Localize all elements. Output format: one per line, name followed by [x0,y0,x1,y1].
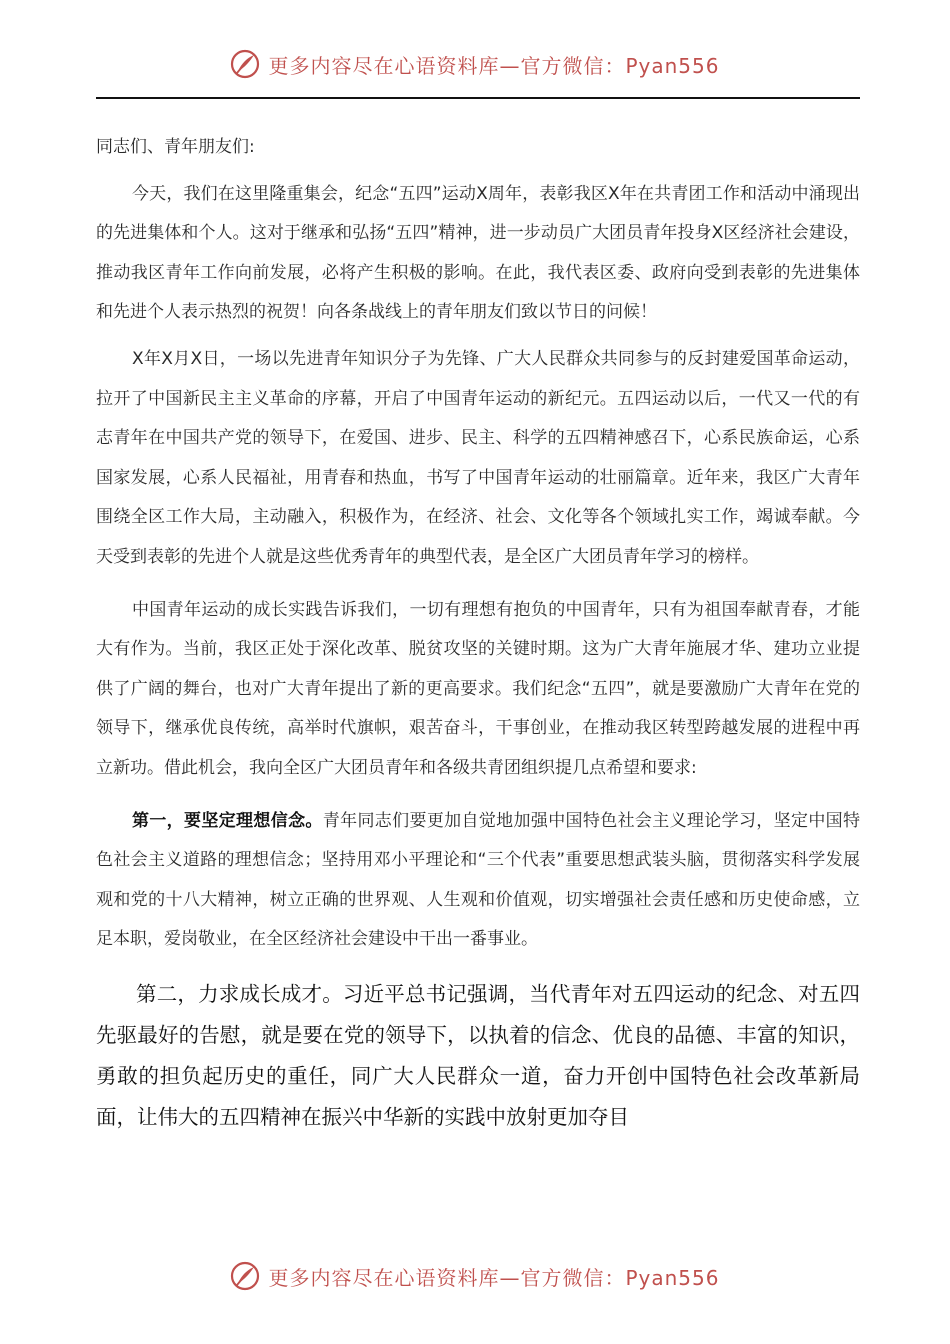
paragraph-2: X年X月X日，一场以先进青年知识分子为先锋、广大人民群众共同参与的反封建爱国革命运动，拉开了中国新民主主义革命的序幕，开启了中国青年运动的新纪元。五四运动以后，一代又一代的有志青年在中国共产党的领导下，在爱国、进步、民主、科学的五四精神感召下，心系民族命运，心系国家发展，心系人民福祉，用青春和热血，书写了中国青年运动的壮丽篇章。近年来，我区广大青年围绕全区工作大局，主动融入，积极作为，在经济、社会、文化等各个领域扎实工作，竭诚奉献。今天受到表彰的先进个人就是这些优秀青年的典型代表，是全区广大团员青年学习的榜样。 [96,348,860,567]
paragraph-point-1 [96,802,860,960]
header-text [268,50,719,79]
footer-text [268,1262,719,1291]
paragraph-3: 中国青年运动的成长实践告诉我们，一切有理想有抱负的中国青年，只有为祖国奉献青春，才能大有作为。当前，我区正处于深化改革、脱贫攻坚的关键时期。这为广大青年施展才华、建功立业提供了广阔的舞台，也对广大青年提出了新的更高要求。我们纪念“五四”，就是要激励广大青年在党的领导下，继承优良传统，高举时代旗帜，艰苦奋斗，干事创业，在推动我区转型跨越发展的进程中再立新功。借此机会，我向全区广大团员青年和各级共青团组织提几点希望和要求: [96,599,860,778]
point-1-heading: 第一，要坚定理想信念。 [132,810,323,831]
footer-banner [0,1256,950,1296]
salutation: 同志们、青年朋友们: [96,137,255,157]
header-brand: 更多内容尽在心语资料库 [268,53,500,78]
document-body [96,128,860,1138]
footer-wechat: —官方微信：Pyan556 [499,1265,720,1290]
header-divider [96,97,860,99]
quill-logo-icon [230,1261,260,1291]
header-banner [0,44,950,84]
point-1-body: 青年同志们要更加自觉地加强中国特色社会主义理论学习，坚定中国特色社会主义道路的理想信念；坚持用邓小平理论和“三个代表”重要思想武装头脑，贯彻落实科学发展观和党的十八大精神，树立正确的世界观、人生观和价值观，切实增强社会责任感和历史使命感，立足本职，爱岗敬业，在全区经济社会建设中干出一番事业。 [96,810,861,950]
footer-brand: 更多内容尽在心语资料库 [268,1265,500,1290]
header-wechat: —官方微信：Pyan556 [499,53,720,78]
paragraph-point-2: 第二，力求成长成才。习近平总书记强调，当代青年对五四运动的纪念、对五四先驱最好的告慰，就是要在党的领导下，以执着的信念、优良的品德、丰富的知识，勇敢的担负起历史的重任，同广大人民群众一道，奋力开创中国特色社会改革新局面，让伟大的五四精神在振兴中华新的实践中放射更加夺目 [96,981,860,1129]
paragraph-1: 今天，我们在这里隆重集会，纪念“五四”运动X周年，表彰我区X年在共青团工作和活动中涌现出的先进集体和个人。这对于继承和弘扬“五四”精神，进一步动员广大团员青年投身X区经济社会建设，推动我区青年工作向前发展，必将产生积极的影响。在此，我代表区委、政府向受到表彰的先进集体和先进个人表示热烈的祝贺！向各条战线上的青年朋友们致以节日的问候！ [96,183,860,323]
quill-logo-icon [230,49,260,79]
